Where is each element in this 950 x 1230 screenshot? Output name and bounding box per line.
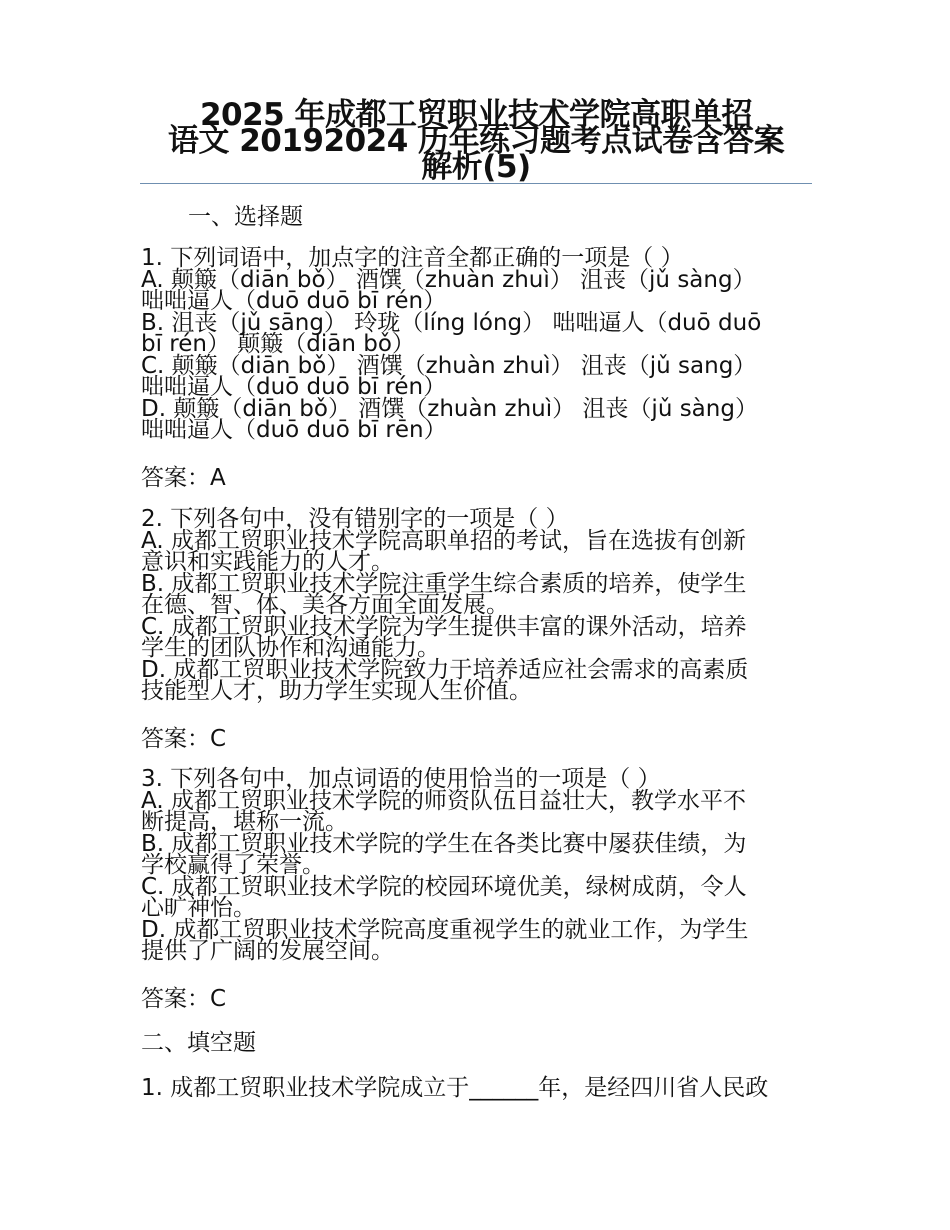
option-line: B. 沮丧（jǔ sāng） 玲珑（líng lóng） 咄咄逼人（duō duō bbox=[141, 309, 762, 336]
option-line: 学校赢得了荣誉。 bbox=[141, 852, 325, 878]
question-3 bbox=[141, 766, 813, 964]
title-divider bbox=[140, 183, 812, 184]
answer-1: 答案：A bbox=[141, 465, 226, 491]
option-line: bī rén） 颠簸（diān bǒ） bbox=[141, 331, 415, 357]
title-line-1: 2025 年成都工贸职业技术学院高职单招 bbox=[199, 97, 753, 133]
option-line: A. 颠簸（diān bǒ） 酒馔（zhuàn zhuì） 沮丧（jǔ sàng） bbox=[141, 266, 756, 293]
fill-blank-question-1: 1. 成都工贸职业技术学院成立于______年，是经四川省人民政 bbox=[141, 1075, 769, 1101]
document-title bbox=[140, 97, 812, 185]
question-line: 1. 下列词语中，加点字的注音全都正确的一项是（ ） bbox=[141, 245, 684, 271]
option-line: B. 成都工贸职业技术学院的学生在各类比赛中屡获佳绩，为 bbox=[141, 830, 747, 857]
question-line: 3. 下列各句中，加点词语的使用恰当的一项是（ ） bbox=[141, 766, 661, 792]
section-heading-choice: 一、选择题 bbox=[188, 204, 303, 230]
option-line: C. 颠簸（diān bǒ） 酒馔（zhuàn zhuì） 沮丧（jǔ sang） bbox=[141, 352, 757, 379]
option-line: 意识和实践能力的人才。 bbox=[141, 549, 394, 575]
option-line: 断提高，堪称一流。 bbox=[141, 809, 348, 835]
question-line: 2. 下列各句中，没有错别字的一项是（ ） bbox=[141, 506, 569, 532]
title-line-3: 解析(5) bbox=[421, 149, 531, 185]
answer-3: 答案：C bbox=[141, 986, 227, 1012]
option-line: 提供了广阔的发展空间。 bbox=[141, 938, 394, 964]
option-line: C. 成都工贸职业技术学院为学生提供丰富的课外活动，培养 bbox=[141, 613, 747, 640]
answer-2: 答案：C bbox=[141, 726, 227, 752]
option-line: 技能型人才，助力学生实现人生价值。 bbox=[141, 678, 532, 704]
option-line: 在德、智、体、美各方面全面发展。 bbox=[141, 592, 509, 618]
option-line: D. 成都工贸职业技术学院致力于培养适应社会需求的高素质 bbox=[141, 656, 749, 683]
option-line: D. 颠簸（diān bǒ） 酒馔（zhuàn zhuì） 沮丧（jǔ sàng） bbox=[141, 395, 758, 422]
option-line: A. 成都工贸职业技术学院高职单招的考试，旨在选拔有创新 bbox=[141, 527, 746, 554]
option-line: 咄咄逼人（duō duō bī rēn） bbox=[141, 417, 447, 443]
option-line: 咄咄逼人（duō duō bī rén） bbox=[141, 288, 447, 314]
option-line: 学生的团队协作和沟通能力。 bbox=[141, 635, 440, 661]
option-line: C. 成都工贸职业技术学院的校园环境优美，绿树成荫，令人 bbox=[141, 873, 747, 900]
option-line: B. 成都工贸职业技术学院注重学生综合素质的培养，使学生 bbox=[141, 570, 747, 597]
option-line: 咄咄逼人（duō duō bī rén） bbox=[141, 374, 447, 400]
title-line-2: 语文 20192024 历年练习题考点试卷含答案 bbox=[167, 123, 785, 159]
option-line: A. 成都工贸职业技术学院的师资队伍日益壮大，教学水平不 bbox=[141, 787, 746, 814]
section-heading-fill-blank: 二、填空题 bbox=[141, 1030, 256, 1056]
option-line: 心旷神怡。 bbox=[141, 895, 256, 921]
option-line: D. 成都工贸职业技术学院高度重视学生的就业工作，为学生 bbox=[141, 916, 749, 943]
question-1 bbox=[141, 245, 813, 443]
question-2 bbox=[141, 506, 813, 704]
